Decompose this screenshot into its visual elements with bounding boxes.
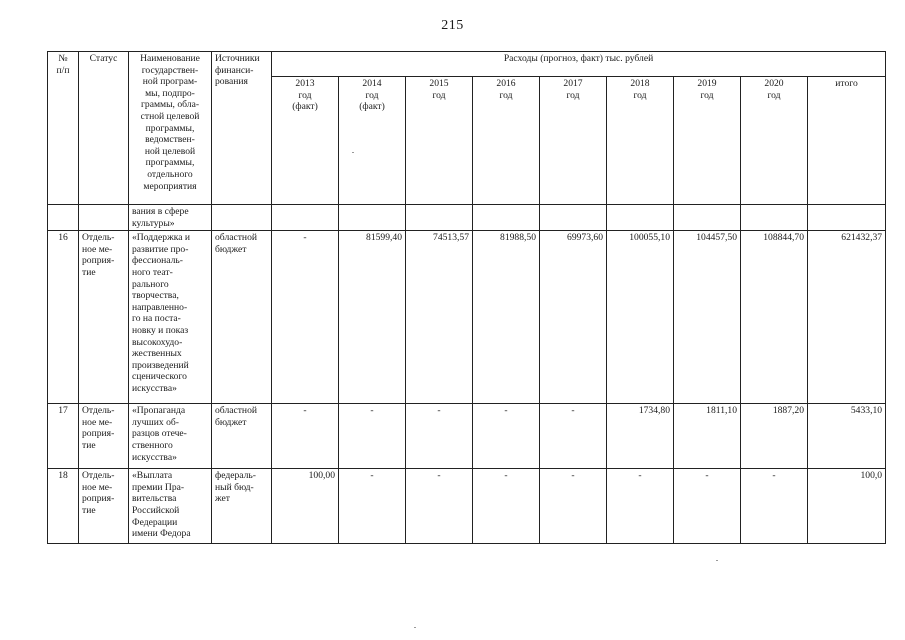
row-value: 81988,50 bbox=[473, 231, 540, 404]
row-value bbox=[272, 205, 339, 231]
row-value: - bbox=[540, 469, 607, 544]
header-expenses: Расходы (прогноз, факт) тыс. рублей bbox=[272, 52, 886, 77]
table-row bbox=[48, 205, 886, 231]
row-source: областной бюджет bbox=[212, 231, 272, 404]
row-value: 621432,37 bbox=[808, 231, 886, 404]
row-value: - bbox=[473, 404, 540, 469]
row-value bbox=[741, 205, 808, 231]
row-value bbox=[808, 205, 886, 231]
row-name: «Выплата премии Пра- вительства Российской Федерации имени Федора bbox=[129, 469, 212, 544]
row-value: 100055,10 bbox=[607, 231, 674, 404]
row-value: - bbox=[406, 469, 473, 544]
row-status: Отдель- ное ме- роприя- тие bbox=[79, 404, 129, 469]
row-value: - bbox=[339, 469, 406, 544]
header-year-2013: 2013 год (факт) bbox=[272, 77, 339, 205]
header-row-top bbox=[48, 52, 886, 77]
row-num: 16 bbox=[48, 231, 79, 404]
header-year-2015: 2015 год bbox=[406, 77, 473, 205]
row-value: - bbox=[406, 404, 473, 469]
header-year-2018: 2018 год bbox=[607, 77, 674, 205]
row-value bbox=[540, 205, 607, 231]
scan-speck bbox=[352, 152, 354, 153]
row-value bbox=[607, 205, 674, 231]
header-year-2019: 2019 год bbox=[674, 77, 741, 205]
row-source: федераль- ный бюд- жет bbox=[212, 469, 272, 544]
header-year-2014: 2014 год (факт) bbox=[339, 77, 406, 205]
scan-speck bbox=[716, 560, 718, 561]
row-value: - bbox=[741, 469, 808, 544]
row-value: - bbox=[272, 231, 339, 404]
row-status bbox=[79, 205, 129, 231]
row-value: - bbox=[607, 469, 674, 544]
page-number: 215 bbox=[441, 18, 464, 33]
row-value: 104457,50 bbox=[674, 231, 741, 404]
header-total: итого bbox=[808, 77, 886, 205]
row-name: вания в сфере культуры» bbox=[129, 205, 212, 231]
row-value bbox=[674, 205, 741, 231]
row-source bbox=[212, 205, 272, 231]
row-value bbox=[473, 205, 540, 231]
row-source: областной бюджет bbox=[212, 404, 272, 469]
row-value: 5433,10 bbox=[808, 404, 886, 469]
header-year-2016: 2016 год bbox=[473, 77, 540, 205]
row-value: - bbox=[674, 469, 741, 544]
header-num: № п/п bbox=[48, 52, 79, 205]
table-row bbox=[48, 404, 886, 469]
row-num: 17 bbox=[48, 404, 79, 469]
row-value: - bbox=[473, 469, 540, 544]
row-status: Отдель- ное ме- роприя- тие bbox=[79, 231, 129, 404]
row-value: 74513,57 bbox=[406, 231, 473, 404]
row-value: - bbox=[540, 404, 607, 469]
row-num: 18 bbox=[48, 469, 79, 544]
table-row bbox=[48, 231, 886, 404]
row-value: 1734,80 bbox=[607, 404, 674, 469]
header-year-2017: 2017 год bbox=[540, 77, 607, 205]
header-status: Статус bbox=[79, 52, 129, 205]
row-name: «Пропаганда лучших об- разцов отече- ственного искусства» bbox=[129, 404, 212, 469]
header-year-2020: 2020 год bbox=[741, 77, 808, 205]
row-value bbox=[406, 205, 473, 231]
table-row bbox=[48, 469, 886, 544]
budget-table bbox=[47, 51, 886, 544]
row-value: - bbox=[272, 404, 339, 469]
row-value: - bbox=[339, 404, 406, 469]
row-name: «Поддержка и развитие про- фессиональ- ного теат- рального творчества, направленно- го на поста- новку и показ высокохудо- жественных произведений сценического искусства» bbox=[129, 231, 212, 404]
row-num bbox=[48, 205, 79, 231]
scan-speck bbox=[414, 627, 416, 628]
row-value: 1811,10 bbox=[674, 404, 741, 469]
row-value: 108844,70 bbox=[741, 231, 808, 404]
header-name: Наименование государствен- ной програм- мы, подпро- граммы, обла- стной целевой программы, ведомствен- ной целевой программы, отдельного мероприятия bbox=[129, 52, 212, 205]
row-value: 100,00 bbox=[272, 469, 339, 544]
header-sources: Источники финанси- рования bbox=[212, 52, 272, 205]
row-value: 69973,60 bbox=[540, 231, 607, 404]
row-value: 81599,40 bbox=[339, 231, 406, 404]
row-value bbox=[339, 205, 406, 231]
row-value: 100,0 bbox=[808, 469, 886, 544]
row-value: 1887,20 bbox=[741, 404, 808, 469]
row-status: Отдель- ное ме- роприя- тие bbox=[79, 469, 129, 544]
